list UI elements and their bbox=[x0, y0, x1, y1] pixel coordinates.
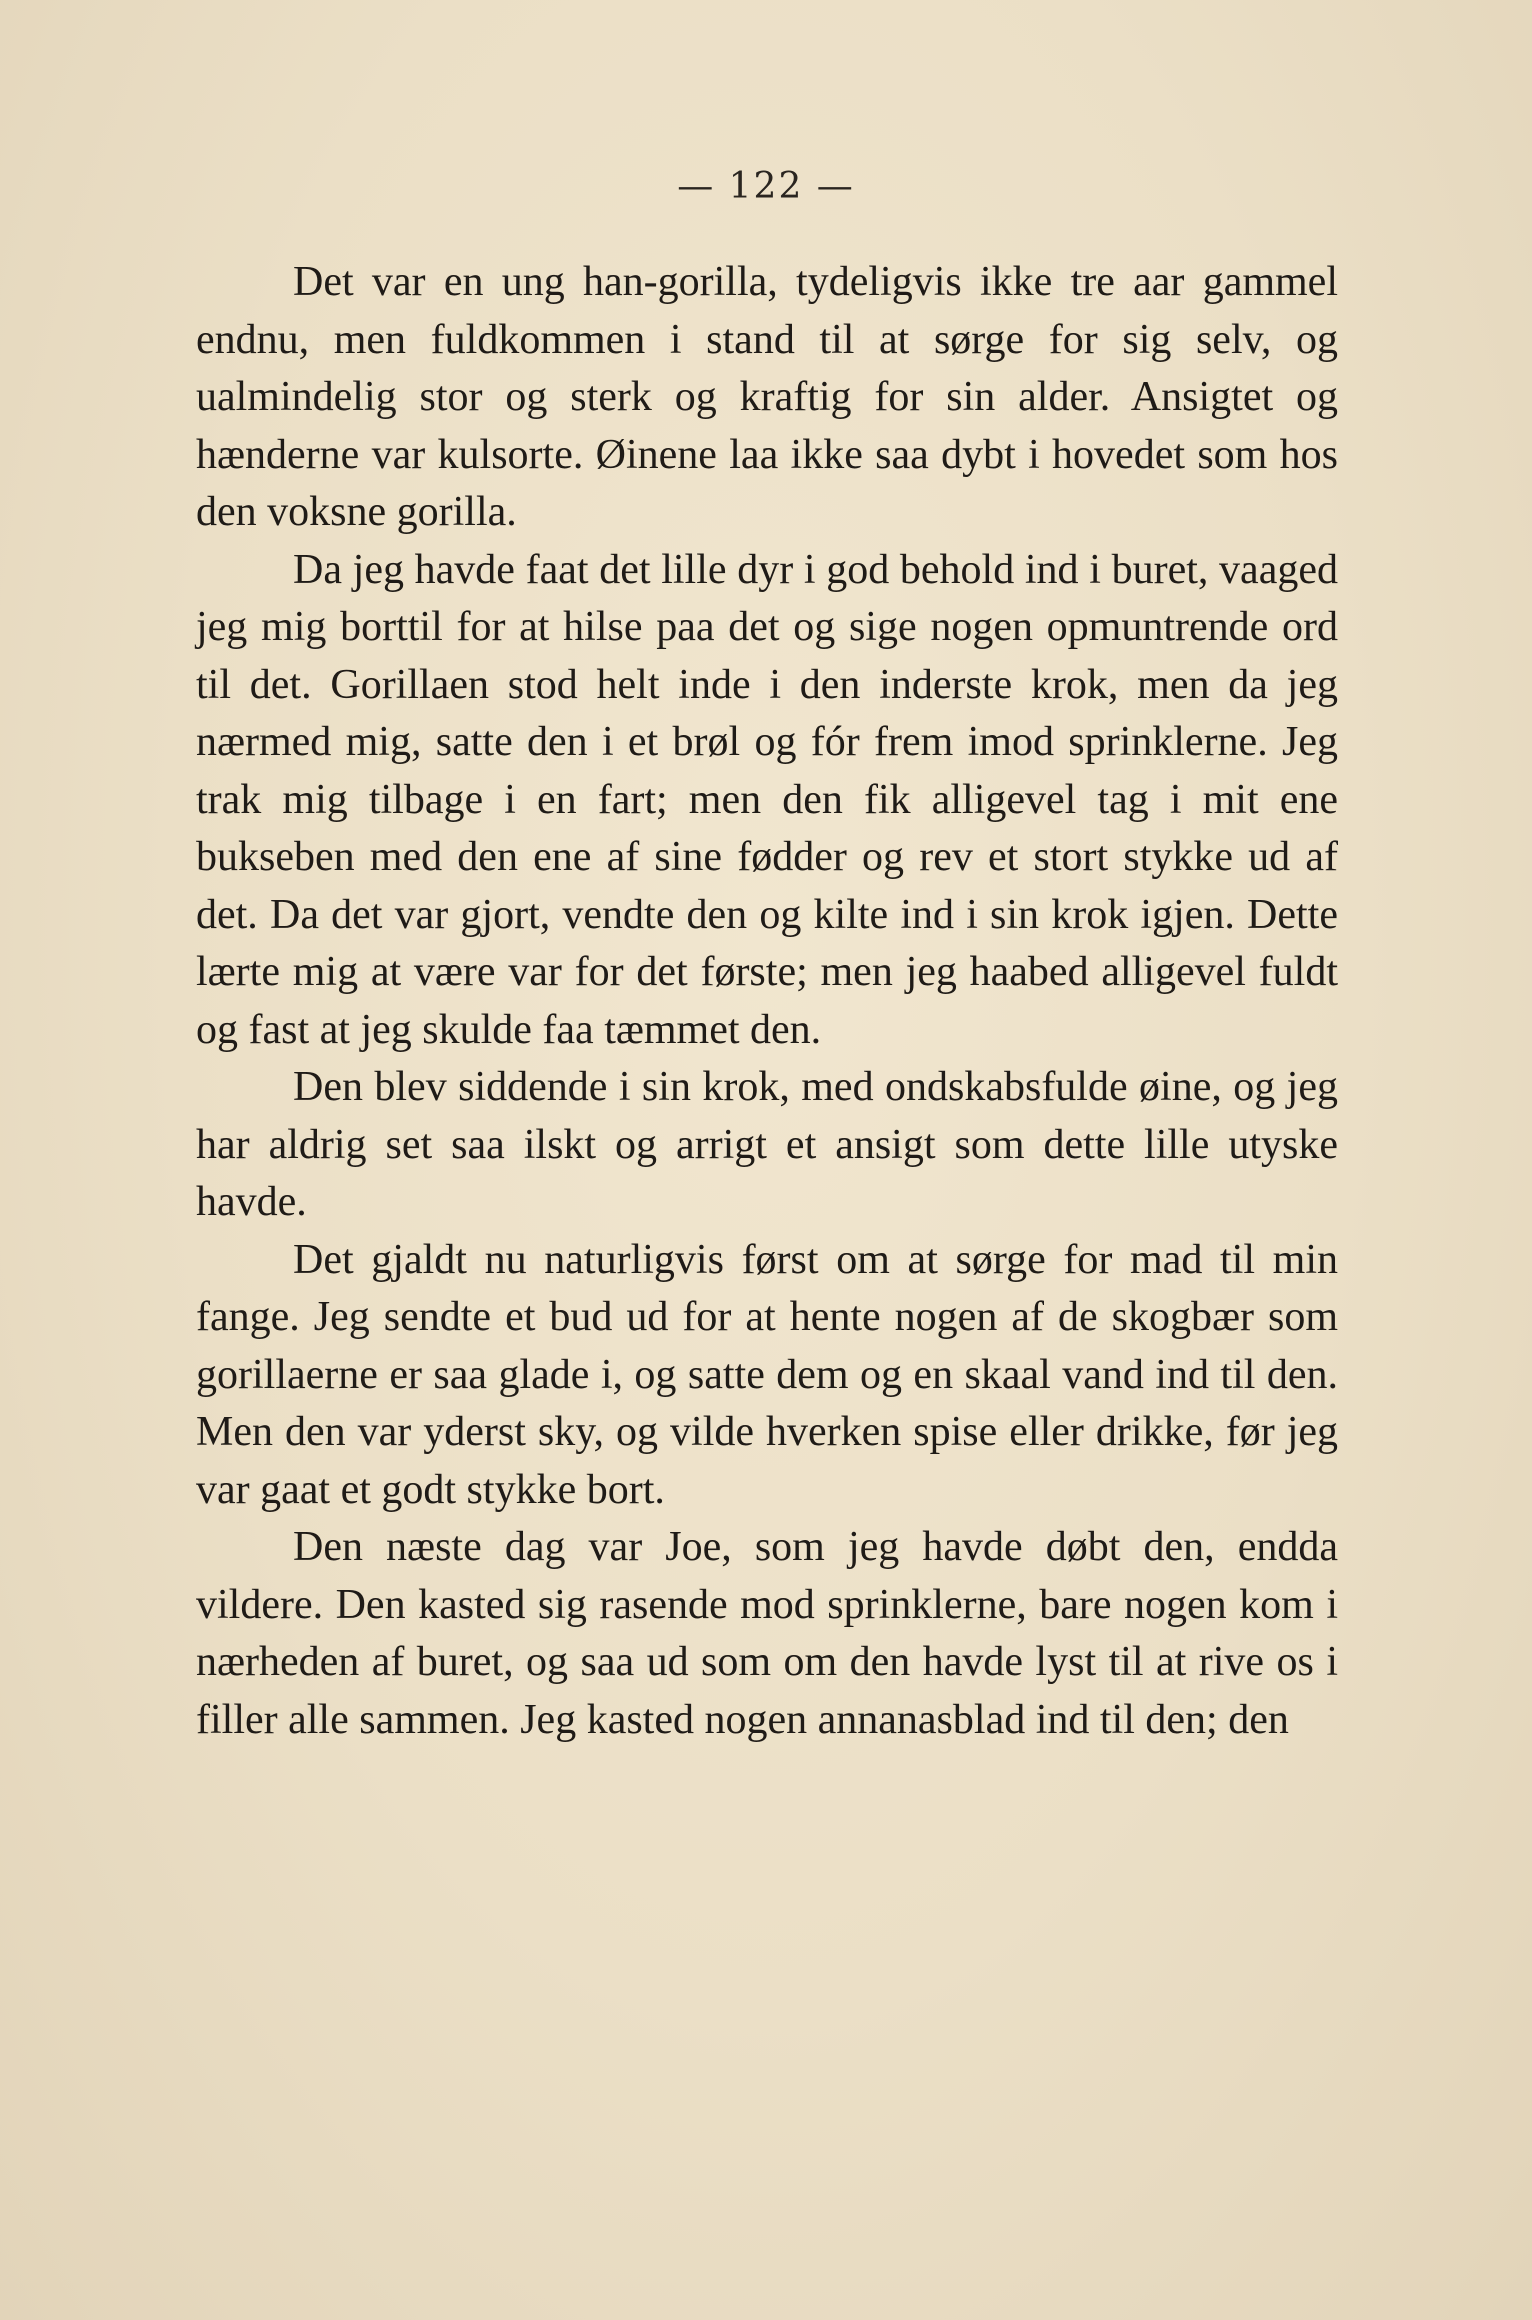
paragraph: Den næste dag var Joe, som jeg havde døbt den, endda vildere. Den kasted sig rasende mod sprinklerne, bare nogen kom i nærheden af buret, og saa ud som om den havde lyst til at rive os i filler alle sammen. Jeg kasted nogen annanasblad ind til den; den bbox=[196, 1524, 1338, 1743]
paragraph: Det var en ung han-gorilla, tydeligvis ikke tre aar gammel endnu, men fuldkommen i stand til at sørge for sig selv, og ualmindelig stor og sterk og kraftig for sin alder. Ansigtet og hænderne var kulsorte. Øinene laa ikke saa dybt i hovedet som hos den voksne gorilla. bbox=[196, 259, 1338, 535]
page-number: — 122 — bbox=[677, 166, 855, 207]
paragraph: Det gjaldt nu naturligvis først om at sørge for mad til min fange. Jeg sendte et bud ud for at hente nogen af de skogbær som gorillaerne er saa glade i, og satte dem og en skaal vand ind til den. Men den var yderst sky, og vilde hverken spise eller drikke, før jeg var gaat et godt stykke bort. bbox=[196, 1236, 1338, 1513]
paragraph: Den blev siddende i sin krok, med ondskabsfulde øine, og jeg har aldrig set saa ilskt og arrigt et ansigt som dette lille utyske havde. bbox=[196, 1064, 1338, 1225]
body-text bbox=[196, 254, 1338, 1749]
paragraph: Da jeg havde faat det lille dyr i god behold ind i buret, vaaged jeg mig borttil for at hilse paa det og sige nogen opmuntrende ord til det. Gorillaen stod helt inde i den inderste krok, men da jeg nærmed mig, satte den i et brøl og fór frem imod sprinklerne. Jeg trak mig tilbage i en fart; men den fik alligevel tag i mit ene bukseben med den ene af sine fødder og rev et stort stykke ud af det. Da det var gjort, vendte den og kilte ind i sin krok igjen. Dette lærte mig at være var for det første; men jeg haabed alligevel fuldt og fast at jeg skulde faa tæmmet den. bbox=[196, 546, 1338, 1053]
